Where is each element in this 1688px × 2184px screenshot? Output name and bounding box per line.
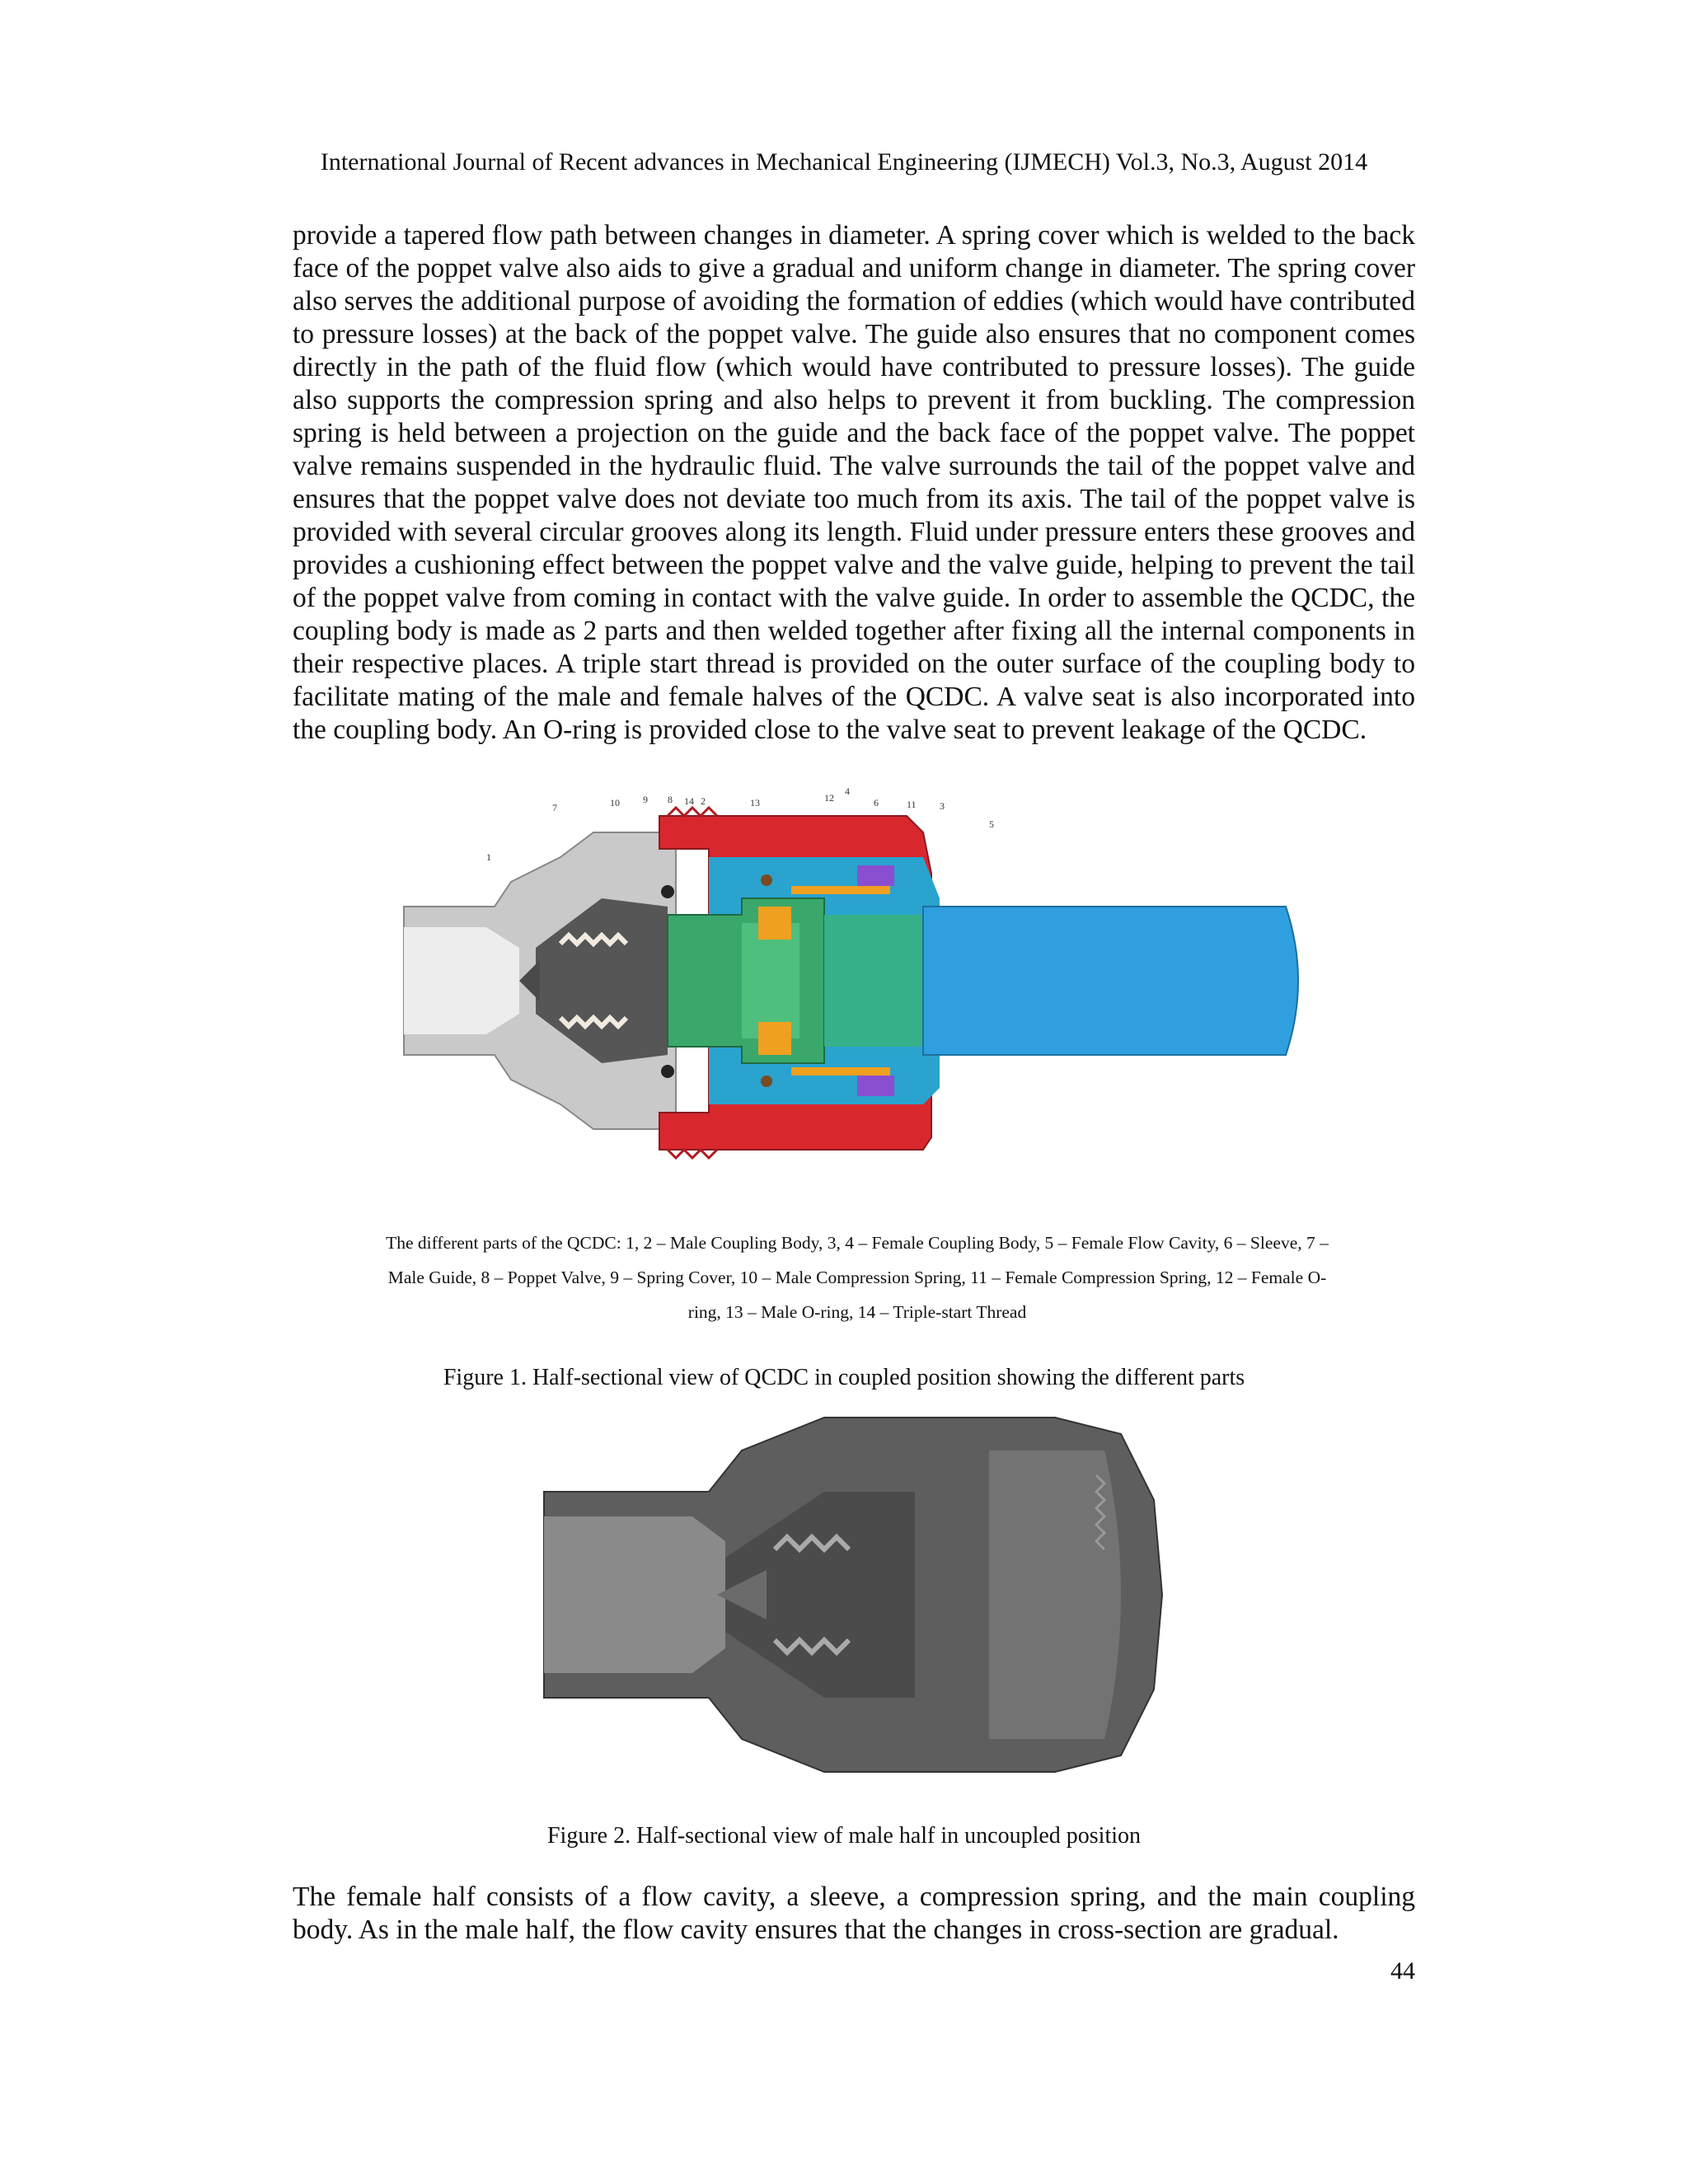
sleeve-strip-bottom [791,1067,890,1076]
part-number-label: 9 [643,794,648,805]
body-paragraph-1: provide a tapered flow path between changes in diameter. A spring cover which is welded to the back face of the poppet valve also aids to give a gradual and uniform change in diameter. The spring cover also serves the additional purpose of avoiding the formation of eddies (which would have contributed to pressure losses) at the back of the poppet valve. The guide also ensures that no component comes directly in the path of the fluid flow (which would have contributed to pressure losses). The guide also supports the compression spring and also helps to prevent it from buckling. The compression spring is held between a projection on the guide and the back face of the poppet valve. The poppet valve remains suspended in the hydraulic fluid. The valve surrounds the tail of the poppet valve and ensures that the poppet valve does not deviate too much from its axis. The tail of the poppet valve is provided with several circular grooves along its length. Fluid under pressure enters these grooves and provides a cushioning effect between the poppet valve and the valve guide, helping to prevent the tail of the poppet valve from coming in contact with the valve guide. In order to assemble the QCDC, the coupling body is made as 2 parts and then welded together after fixing all the internal components in their respective places. A triple start thread is provided on the outer surface of the coupling body to facilitate mating of the male and female halves of the QCDC. A valve seat is also incorporated into the coupling body. An O-ring is provided close to the valve seat to prevent leakage of the QCDC. [293,220,1415,745]
part-number-label: 7 [552,802,557,813]
sleeve-top [758,907,791,940]
part-number-label: 4 [845,785,850,797]
triple-start-thread-top [668,808,717,816]
male-half-section-figure [528,1401,1179,1788]
part-number-label: 5 [989,818,994,830]
part-number-label: 2 [701,795,706,807]
figure1-caption: Figure 1. Half-sectional view of QCDC in coupled position showing the different parts [443,1365,1245,1390]
female-o-ring-bottom [761,1076,772,1087]
part-number-label: 8 [668,794,673,805]
sleeve-bottom [758,1022,791,1055]
part-number-label: 6 [874,797,879,808]
female-o-ring-top [761,874,772,886]
male-o-ring-bottom [661,1065,674,1078]
triple-start-thread-bottom [668,1150,717,1158]
figure1-parts-legend: The different parts of the QCDC: 1, 2 – Male Coupling Body, 3, 4 – Female Coupling Body, 5 – Female Flow Cavity, 6 – Sleeve, 7 – Male Guide, 8 – Poppet Valve, 9 – Spring Cover, 10 – Male Compression Spring, 11 – Female Compression Spring, 12 – Female O-ring, 13 – Male O-ring, 14 – Triple-start Thread [386,1233,1329,1322]
part-number-label: 13 [750,797,760,808]
part-number-label: 11 [907,799,917,810]
journal-header: International Journal of Recent advances in Mechanical Engineering (IJMECH) Vol.3, No.3, August 2014 [320,148,1368,176]
part-number-label: 3 [940,800,945,812]
page-number: 44 [1390,1957,1415,1985]
female-flow-cavity [923,907,1298,1055]
male-o-ring-top [661,885,674,898]
male-inlet-bore [404,927,519,1034]
part-number-label: 10 [610,797,620,808]
female-compression-spring-bottom [857,1076,894,1096]
qcdc-coupled-section-figure [396,783,1319,1179]
sleeve-strip-top [791,886,890,894]
female-compression-spring-top [857,865,894,886]
part-number-label: 12 [824,792,834,804]
figure2-caption: Figure 2. Half-sectional view of male half in uncoupled position [546,1823,1142,1849]
part-number-label: 14 [684,795,694,807]
spring-cover [742,923,799,1038]
male-inlet-bore [544,1516,725,1673]
part-number-label: 1 [486,851,491,863]
threaded-socket [989,1451,1121,1739]
body-paragraph-2: The female half consists of a flow cavity, a sleeve, a compression spring, and the main coupling body. As in the male half, the flow cavity ensures that the changes in cross-section are gradual. [293,1882,1415,1945]
